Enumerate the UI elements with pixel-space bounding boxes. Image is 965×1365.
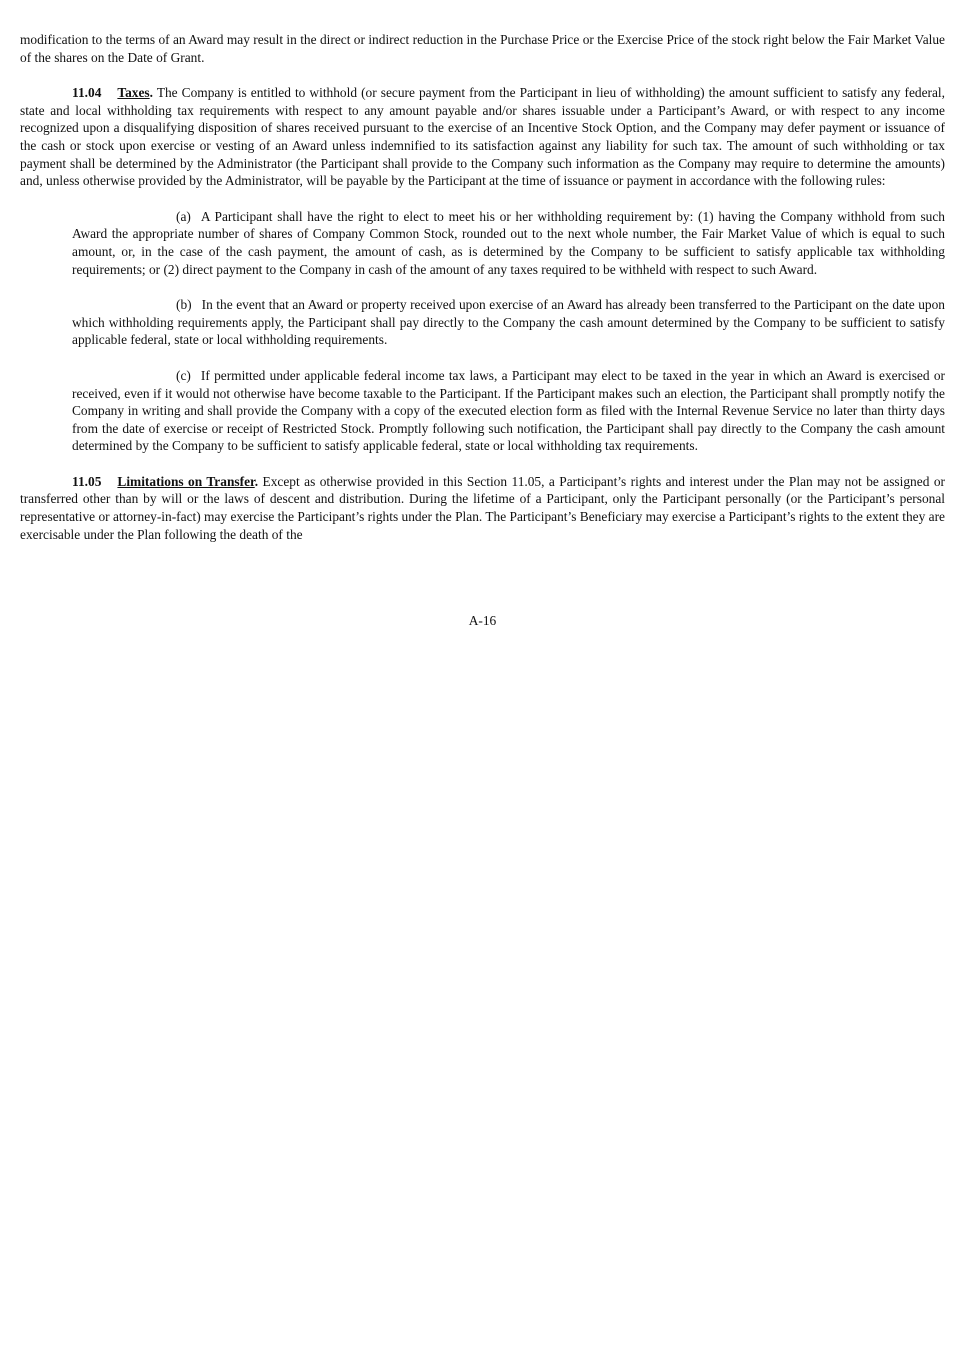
section-number: 11.05 — [72, 473, 102, 489]
list-item — [72, 296, 945, 349]
section-title: Taxes — [117, 85, 150, 101]
item-text: In the event that an Award or property received upon exercise of an Award has already been transferred to the Participant on the date upon which withholding requirements apply, the Participant shall pay directly to the Company the cash amount determined by the Company to be sufficient to satisfy applicable federal, state or local withholding requirements. — [72, 297, 945, 348]
item-label: (b) — [176, 297, 192, 313]
list-item — [72, 367, 945, 455]
item-label: (c) — [176, 367, 191, 383]
item-text: A Participant shall have the right to elect to meet his or her withholding requirement by: (1) having the Company withhold from such Award the appropriate number of shares of Company Common Stock, rounded out to the next whole number, the Fair Market Value of which is equal to such amount, or, in the case of the cash payment, the amount of cash, as is determined by the Company to be sufficient to satisfy applicable tax withholding requirements; or (2) direct payment to the Company in cash of the amount of any taxes required to be withheld with respect to such Award. — [72, 208, 945, 277]
section-number: 11.04 — [72, 85, 102, 101]
item-text: If permitted under applicable federal income tax laws, a Participant may elect to be taxed in the year in which an Award is exercised or received, even if it would not otherwise have become taxable to the Participant. If the Participant makes such an election, the Participant shall promptly notify the Company in writing and shall provide the Company with a copy of the executed election form as filed with the Internal Revenue Service no later than thirty days from the date of exercise or receipt of Restricted Stock. Promptly following such notification, the Participant shall pay directly to the Company the cash amount determined by the Company to be sufficient to satisfy applicable federal, state or local withholding tax requirements. — [72, 367, 945, 454]
page-number: A-16 — [468, 613, 497, 628]
continuation-paragraph: modification to the terms of an Award may result in the direct or indirect reduction in the Purchase Price or the Exercise Price of the stock right below the Fair Market Value of the shares on the Date of Grant. — [20, 32, 945, 65]
section-11-05: 11.05 Limitations on Transfer. Except as otherwise provided in this Section 11.05, a Participant’s rights and interest under the Plan may not be assigned or transferred other than by will or the laws of descent and distribution. During the lifetime of a Participant, only the Participant personally (or the Participant’s personal representative or attorney-in-fact) may exercise the Participant’s rights under the Plan. The Participant’s Beneficiary may exercise a Participant’s rights to the extent they are exercisable under the Plan following the death of the — [20, 473, 945, 542]
section-11-04: 11.04 Taxes. The Company is entitled to withhold (or secure payment from the Participant in lieu of withholding) the amount sufficient to satisfy any federal, state and local withholding tax requirements with respect to any amount payable and/or shares issuable under a Participant’s Award, or with respect to any income recognized upon a disqualifying disposition of shares received pursuant to the exercise of an Incentive Stock Option, and the Company may defer payment or issuance of the cash or stock upon exercise or vesting of an Award unless indemnified to its satisfaction against any liability for such tax. The amount of such withholding or tax payment shall be determined by the Administrator (the Participant shall provide to the Company such information as the Company may require to determine the amounts) and, unless otherwise provided by the Administrator, will be payable by the Participant at the time of issuance or payment in accordance with the following rules: — [20, 85, 945, 189]
list-item — [72, 208, 945, 278]
item-label: (a) — [176, 208, 191, 224]
section-body: Except as otherwise provided in this Section 11.05, a Participant’s rights and interest under the Plan may not be assigned or transferred other than by will or the laws of descent and distribution. During the lifetime of a Participant, only the Participant personally (or the Participant’s personal representative or attorney-in-fact) may exercise the Participant’s rights under the Plan. The Participant’s Beneficiary may exercise a Participant’s rights to the extent they are exercisable under the Plan following the death of the — [20, 473, 945, 542]
section-body: The Company is entitled to withhold (or secure payment from the Participant in lieu of withholding) the amount sufficient to satisfy any federal, state and local withholding tax requirements with respect to any amount payable and/or shares issuable under a Participant’s Award, or with respect to any income recognized upon a disqualifying disposition of shares received pursuant to the exercise of an Incentive Stock Option, and the Company may defer payment or issuance of the cash or stock upon exercise or vesting of an Award unless indemnified to its satisfaction against any liability for such tax. The amount of such withholding or tax payment shall be determined by the Administrator (the Participant shall provide to the Company such information as the Company may require to determine the amounts) and, unless otherwise provided by the Administrator, will be payable by the Participant at the time of issuance or payment in accordance with the following rules: — [20, 85, 945, 189]
section-title: Limitations on Transfer — [117, 473, 255, 489]
